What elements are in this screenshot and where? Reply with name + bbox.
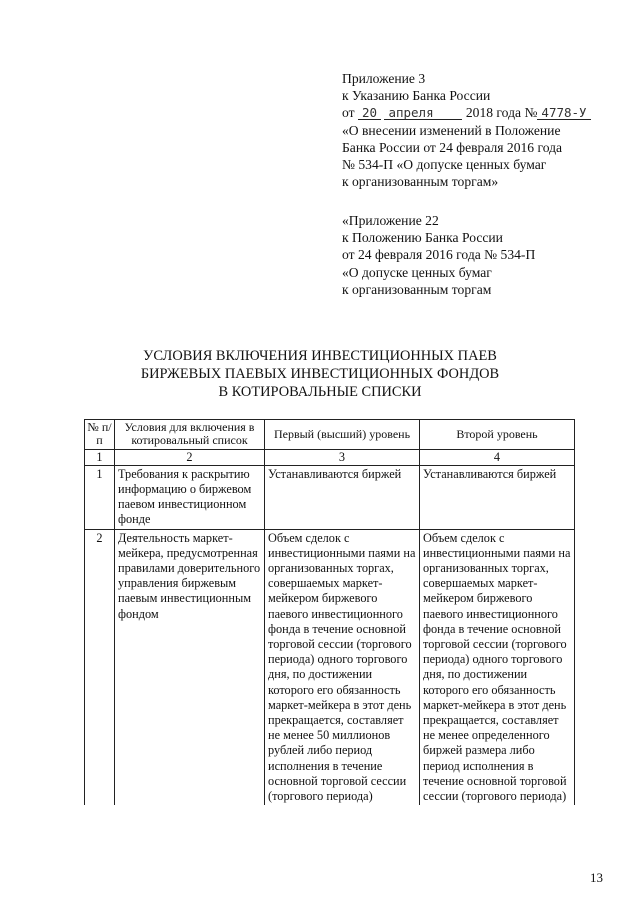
column-number: 4: [420, 449, 575, 465]
header-level2: Второй уровень: [420, 420, 575, 450]
conditions-table: [84, 419, 575, 805]
header-condition: Условия для включения в котировальный список: [115, 420, 265, 450]
header-number: № п/п: [85, 420, 115, 450]
quoted-line: «Приложение 22: [342, 213, 439, 228]
appendix-reference: [342, 70, 591, 190]
title-line: УСЛОВИЯ ВКЛЮЧЕНИЯ ИНВЕСТИЦИОННЫХ ПАЕВ: [143, 348, 497, 364]
date-prefix: от: [342, 105, 355, 121]
quoted-line: от 24 февраля 2016 года № 534-П: [342, 247, 536, 263]
row-number: 2: [85, 529, 115, 805]
column-number: 1: [85, 449, 115, 465]
appendix-line: к организованным торгам»: [342, 174, 499, 190]
quoted-line: к Положению Банка России: [342, 230, 503, 246]
appendix-line: № 534-П «О допуске ценных бумаг: [342, 157, 547, 173]
row-number: 1: [85, 465, 115, 529]
row-level1: Объем сделок с инвестиционными паями на организованных торгах, совершаемых маркет-мейкером биржевого паевого инвестиционного фонда в течение основной торговой сессии (торгового периода) одного торгового дня, по достижении которого его обязанность маркет-мейкера в этот день прекращается, составляет не менее 50 миллионов рублей либо период исполнения в течение основной торговой сессии (торгового периода): [265, 529, 420, 805]
handwritten-number: 4778-У: [537, 106, 590, 120]
quoted-line: «О допуске ценных бумаг: [342, 264, 492, 280]
column-number: 3: [265, 449, 420, 465]
year-text: 2018 года: [465, 105, 522, 121]
handwritten-day: 20: [358, 106, 381, 120]
column-number-row: [85, 449, 575, 465]
row-condition: Требования к раскрытию информацию о биржевом паевом инвестиционном фонде: [115, 465, 265, 529]
table-row: [85, 465, 575, 529]
quoted-appendix-reference: [342, 212, 535, 298]
quoted-line: к организованным торгам: [342, 281, 492, 297]
table-row: [85, 529, 575, 805]
document-title: [0, 347, 640, 401]
appendix-line: «О внесении изменений в Положение: [342, 122, 561, 138]
row-level2: Объем сделок с инвестиционными паями на организованных торгах, совершаемых маркет-мейкером биржевого паевого инвестиционного фонда в течение основной торговой сессии (торгового периода) одного торгового дня, по достижении которого его обязанность маркет-мейкера в этот день прекращается, составляет не менее определенного биржей размера либо период исполнения в течение основной торговой сессии (торгового периода): [420, 529, 575, 805]
handwritten-month: апреля: [384, 106, 462, 120]
number-prefix: №: [524, 105, 538, 121]
appendix-date-line: [342, 104, 591, 121]
row-level1: Устанавливаются биржей: [265, 465, 420, 529]
page-number: 13: [590, 870, 603, 885]
row-level2: Устанавливаются биржей: [420, 465, 575, 529]
table-header-row: [85, 420, 575, 450]
appendix-line: к Указанию Банка России: [342, 88, 491, 104]
row-condition: Деятельность маркет-мейкера, предусмотренная правилами доверительного управления биржевым паевым инвестиционным фондом: [115, 529, 265, 805]
title-line: В КОТИРОВАЛЬНЫЕ СПИСКИ: [218, 384, 422, 400]
appendix-line: Банка России от 24 февраля 2016 года: [342, 139, 563, 155]
column-number: 2: [115, 449, 265, 465]
header-level1: Первый (высший) уровень: [265, 420, 420, 450]
title-line: БИРЖЕВЫХ ПАЕВЫХ ИНВЕСТИЦИОННЫХ ФОНДОВ: [140, 366, 500, 382]
appendix-line: Приложение 3: [342, 71, 426, 86]
